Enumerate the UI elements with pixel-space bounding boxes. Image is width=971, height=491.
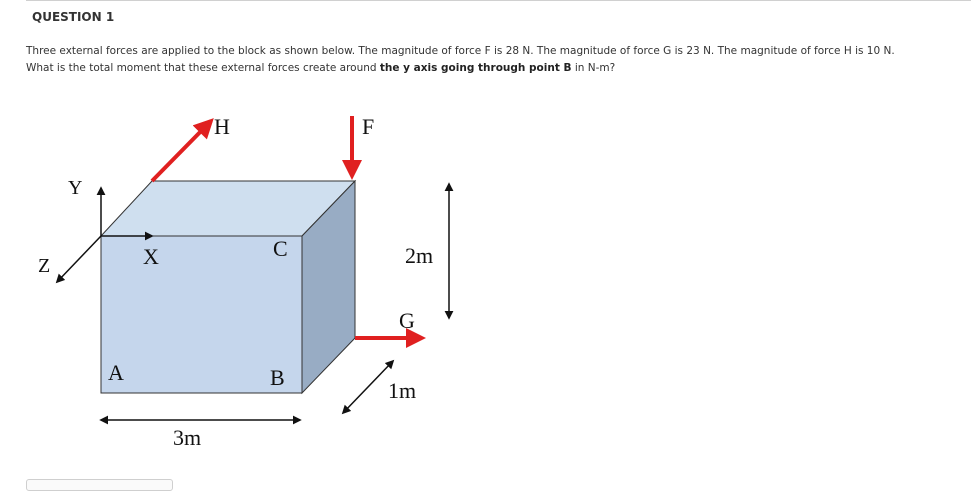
label-a: A — [108, 360, 124, 385]
label-1m: 1m — [388, 378, 417, 403]
label-f: F — [362, 114, 375, 139]
label-y: Y — [68, 177, 83, 199]
answer-input-box[interactable] — [26, 479, 173, 491]
question-line-2-bold: the y axis going through point B — [379, 62, 572, 74]
label-3m: 3m — [173, 425, 202, 450]
label-x: X — [143, 244, 159, 269]
question-line-1: Three external forces are applied to the block as shown below. The magnitude of force F is 28 N. The magnitude of force G is 23 N. The magnitude of force H is 10 N. — [26, 45, 895, 57]
label-z: Z — [38, 255, 51, 277]
dim-depth-arrow — [343, 361, 393, 413]
question-line-2-prefix: What is the total moment that these external forces create around — [26, 62, 380, 74]
label-b: B — [270, 365, 285, 390]
question-title: QUESTION 1 — [32, 10, 115, 24]
question-line-2-suffix: in N-m? — [571, 62, 616, 74]
z-axis-arrow — [57, 236, 101, 282]
label-2m: 2m — [405, 243, 434, 268]
label-g: G — [399, 308, 415, 333]
force-h-arrow — [152, 121, 211, 181]
label-h: H — [214, 114, 230, 139]
label-c: C — [273, 236, 288, 261]
